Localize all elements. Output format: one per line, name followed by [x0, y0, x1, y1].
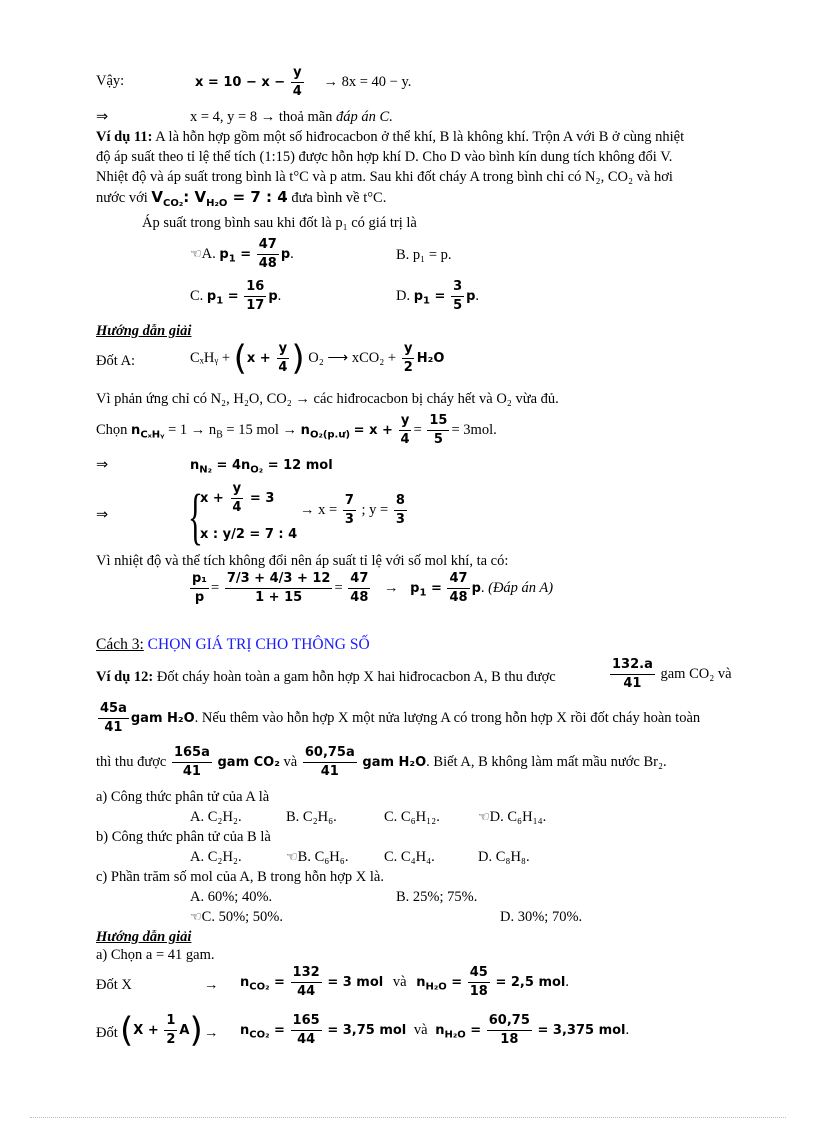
equation-x	[195, 64, 411, 101]
y-over-4: $\frac{y}{4}$	[292, 65, 302, 99]
vd12-qc-b: B. 25%; 75%.	[396, 889, 478, 905]
cach3-heading	[96, 636, 370, 654]
vd11-line2: độ áp suất theo tỉ lệ thể tích (1:15) được hỗn hợp khí D. Cho D vào bình kín dung tích không đổi V.	[96, 149, 673, 165]
sol11-dot-a: Đốt A:	[96, 353, 136, 369]
sol11-nn2: $n_{N_2} = 4n_{O_2} = 12$ mol	[190, 458, 333, 476]
eq1-text: x = 10 − x −	[195, 74, 286, 90]
sol12-eq-xa: $n_{CO_2}$ = $\frac{165}{44}$ = 3,75 mol và $n_{H_2O}$ = $\frac{60,75}{18}$ = 3,375 mol.	[240, 1013, 630, 1047]
vd11-question: Áp suất trong bình sau khi đốt là p₁ có giá trị là	[142, 215, 417, 231]
vd12-line3: thì thu được $\frac{165a}{41}$ gam CO₂ và $\frac{60,75a}{41}$ gam H₂O. Biết A, B không làm mất mầu nước Br₂.	[96, 745, 667, 779]
vay-line	[96, 72, 124, 90]
implies-3: ⇒	[96, 507, 109, 523]
vd12-qb-d: D. C₈H₈.	[478, 849, 530, 865]
vd11-option-a: ☞A. $p_1$ = $\frac{47}{48}$ p.	[190, 237, 294, 271]
page-bottom-rule	[30, 1117, 786, 1118]
result-line: x = 4, y = 8 → thoả mãn đáp án C.	[190, 109, 393, 125]
vd12-qc: c) Phần trăm số mol của A, B trong hỗn hợp X là.	[96, 869, 384, 885]
vd12-qa-c: C. C₆H₁₂.	[384, 809, 440, 825]
sol11-sys-result: → x = $\frac{7}{3}$ ; y = $\frac{8}{3}$	[300, 493, 405, 527]
vd12-line2: $\frac{45a}{41}$ gam H₂O. Nếu thêm vào hỗn hợp X một nửa lượng A có trong hỗn hợp X rồi đốt cháy hoàn toàn	[100, 701, 701, 735]
pointing-hand-icon: ☞	[190, 245, 202, 261]
vd12-qa-a: A. C₂H₂.	[190, 809, 242, 825]
implies-2: ⇒	[96, 457, 109, 473]
vay-label: Vậy:	[96, 73, 125, 89]
cach3-title: CHỌN GIÁ TRỊ CHO THÔNG SỐ	[147, 636, 370, 653]
vd11-option-b: B. p₁ = p.	[396, 247, 452, 263]
vd12-qb-a: A. C₂H₂.	[190, 849, 242, 865]
sol12-dot: Đốt	[96, 1025, 118, 1041]
pointing-hand-icon: ☞	[190, 909, 202, 924]
pointing-hand-icon: ☞	[286, 849, 298, 864]
sol11-reaction: CₓHᵧ + (x + $\frac{y}{4}$ ) O₂ ⟶ xCO₂ + $\frac{y}{2}$ H₂O	[190, 338, 445, 379]
cach3-label: Cách 3:	[96, 636, 144, 653]
vd12-qc-d: D. 30%; 70%.	[500, 909, 583, 925]
vd12-qb-b: ☞B. C₆H₆.	[286, 849, 349, 865]
sol12-chon: a) Chọn a = 41 gam.	[96, 947, 215, 963]
vd12-qc-a: A. 60%; 40%.	[190, 889, 273, 905]
vd12-frac1: $\frac{132.a}{41}$ gam CO₂ và	[612, 657, 732, 691]
vd11-line3: Nhiệt độ và áp suất trong bình là t°C và p atm. Sau khi đốt cháy A trong bình chỉ có N₂, CO₂ và hơi	[96, 169, 673, 185]
vd12-qc-c: ☞C. 50%; 50%.	[190, 909, 284, 925]
sol11-chon-line: Chọn $n_{C_xHᵧ} = 1 \to n_B = 15$ mol → $n_{O_2(p.ư)} = x$ + $\frac{y}{4}$ = $\frac{15}{5}$ = 3mol.	[96, 413, 497, 447]
document-page: Vậy: x = 10 − x − $\frac{y}{4}$ → 8x = 40 − y. ⇒ x = 4, y = 8 → thoả mãn đáp án C. Ví dụ 11: A là hỗn hợp gồm một số hiđrocacbon ở thể khí, B là không khí. Trộn A với B ở cùng nhiệt độ áp suất theo tỉ lệ thể tích (1:15) được hỗn hợp khí D. Cho D vào bình kín dung tích không đổi V. Nhiệt độ và áp suất trong bình là t°C và p atm. Sau khi đốt cháy A trong bình chỉ có N₂, CO₂ và hơi nước với $V_{CO_2}$: $V_{H_2O} = 7$ : 4 đưa bình về t°C. Áp suất trong bình sau khi đốt là p₁ có giá trị là ☞A. $p_1$ = $\frac{47}{48}$ p. B. p₁ = p. C. $p_1$ = $\frac{16}{17}$ p. D. $p_1$ = $\frac{3}{5}$ p. Hướng dẫn giải Đốt A: CₓHᵧ + (x + $\frac{y}{4}$ ) O₂ ⟶ xCO₂ + $\frac{y}{2}$ H₂O Vì phản ứng chỉ có N₂, H₂O, CO₂ → các hiđrocacbon bị cháy hết và O₂ vừa đủ. Chọn $n_{C_xHᵧ} = 1 \to n_B = 15$ mol → $n_{O_2(p.ư)} = x$ + $\frac{y}{4}$ = $\frac{15}{5}$ = 3mol. ⇒ $n_{N_2} = 4n_{O_2} = 12$ mol ⇒ { x + $\frac{y}{4}$ = 3 x : y/2 = 7 : 4 → x = $\frac{7}{3}$ ; y = $\frac{8}{3}$ Vì nhiệt độ và thể tích không đổi nên áp suất tỉ lệ với số mol khí, ta có: $\frac{\text{p₁}}{p}$ = $\frac{7/3 + 4/3 + 12}{1 + 15}$ = $\frac{47}{48}$ → $p_1$ = $\frac{47}{48}$ p. (Đáp án A) Cách 3: CHỌN GIÁ TRỊ CHO THÔNG SỐ Ví dụ 12: Đốt cháy hoàn toàn a gam hỗn hợp X hai hiđrocacbon A, B thu được $\frac{132.a}{41}$ gam CO₂ và $\frac{45a}{41}$ gam H₂O. Nếu thêm vào hỗn hợp X một nửa lượng A có trong hỗn hợp X rồi đốt cháy hoàn toàn thì thu được $\frac{165a}{41}$ gam CO₂ và $\frac{60,75a}{41}$ gam H₂O. Biết A, B không làm mất mầu nước Br₂. a) Công thức phân tử của A là A. C₂H₂. B. C₂H₆. C. C₆H₁₂. ☞D. C₆H₁₄. b) Công thức phân tử của B là A. C₂H₂. ☞B. C₆H₆. C. C₄H₄. D. C₈H₈. c) Phần trăm số mol của A, B trong hỗn hợp X là. A. 60%; 40%. B. 25%; 75%. ☞C. 50%; 50%. D. 30%; 70%. Hướng dẫn giải a) Chọn a = 41 gam. Đốt X → $n_{CO_2}$ = $\frac{132}{44}$ = 3 mol và $n_{H_2O}$ = $\frac{45}{18}$ = 2,5 mol. Đốt (X + $\frac{1}{2}$ A) → $n_{CO_2}$ = $\frac{165}{44}$ = 3,75 mol và $n_{H_2O}$ = $\frac{60,75}{18}$ = 3,375 mol.	[0, 0, 816, 1123]
vd11-line1: Ví dụ 11: A là hỗn hợp gồm một số hiđrocacbon ở thể khí, B là không khí. Trộn A với B ở cùng nhiệt	[96, 129, 685, 145]
implies-sign: ⇒	[96, 109, 109, 125]
sol12-eq-x: $n_{CO_2}$ = $\frac{132}{44}$ = 3 mol và $n_{H_2O}$ = $\frac{45}{18}$ = 2,5 mol.	[240, 965, 570, 999]
vd12-line1: Ví dụ 12: Đốt cháy hoàn toàn a gam hỗn hợp X hai hiđrocacbon A, B thu được	[96, 669, 556, 685]
sol12-dot-x: Đốt X	[96, 977, 132, 993]
sol12-arrow-1: →	[204, 977, 219, 993]
dap-an-c: đáp án C.	[336, 109, 393, 125]
arrow-eq: → 8x = 40 − y.	[323, 73, 412, 90]
vd11-line4: nước với $V_{CO_2}$: $V_{H_2O} = 7$ : 4 đưa bình về t°C.	[96, 188, 387, 209]
dap-an-a: (Đáp án A)	[488, 579, 554, 596]
vd12-qa-b: B. C₂H₆.	[286, 809, 337, 825]
sol11-line-vi2: Vì nhiệt độ và thể tích không đổi nên áp suất tỉ lệ với số mol khí, ta có:	[96, 553, 509, 569]
vd12-qb-c: C. C₄H₄.	[384, 849, 435, 865]
vd12-qa: a) Công thức phân tử của A là	[96, 789, 270, 805]
sol12-arrow-2: →	[204, 1025, 219, 1041]
vd11-option-c: C. $p_1$ = $\frac{16}{17}$ p.	[190, 279, 282, 313]
pointing-hand-icon: ☞	[478, 809, 490, 824]
vd12-qb: b) Công thức phân tử của B là	[96, 829, 271, 845]
vd11-title: Ví dụ 11:	[96, 129, 153, 145]
vd11-option-d: D. $p_1$ = $\frac{3}{5}$ p.	[396, 279, 480, 313]
sol11-pressure-eq: $\frac{\text{p₁}}{p}$ = $\frac{7/3 + 4/3 + 12}{1 + 15}$ = $\frac{47}{48}$ → $p_1$ = $\frac{47}{48}$ p. (Đáp án A)	[192, 571, 554, 605]
sol12-xa: (X + $\frac{1}{2}$ A)	[120, 1010, 203, 1051]
sol12-heading: Hướng dẫn giải	[96, 929, 192, 945]
vd12-qa-d: ☞D. C₆H₁₄.	[478, 809, 547, 825]
sol11-line-vi: Vì phản ứng chỉ có N₂, H₂O, CO₂ → các hiđrocacbon bị cháy hết và O₂ vừa đủ.	[96, 391, 559, 407]
sol11-heading: Hướng dẫn giải	[96, 323, 192, 339]
